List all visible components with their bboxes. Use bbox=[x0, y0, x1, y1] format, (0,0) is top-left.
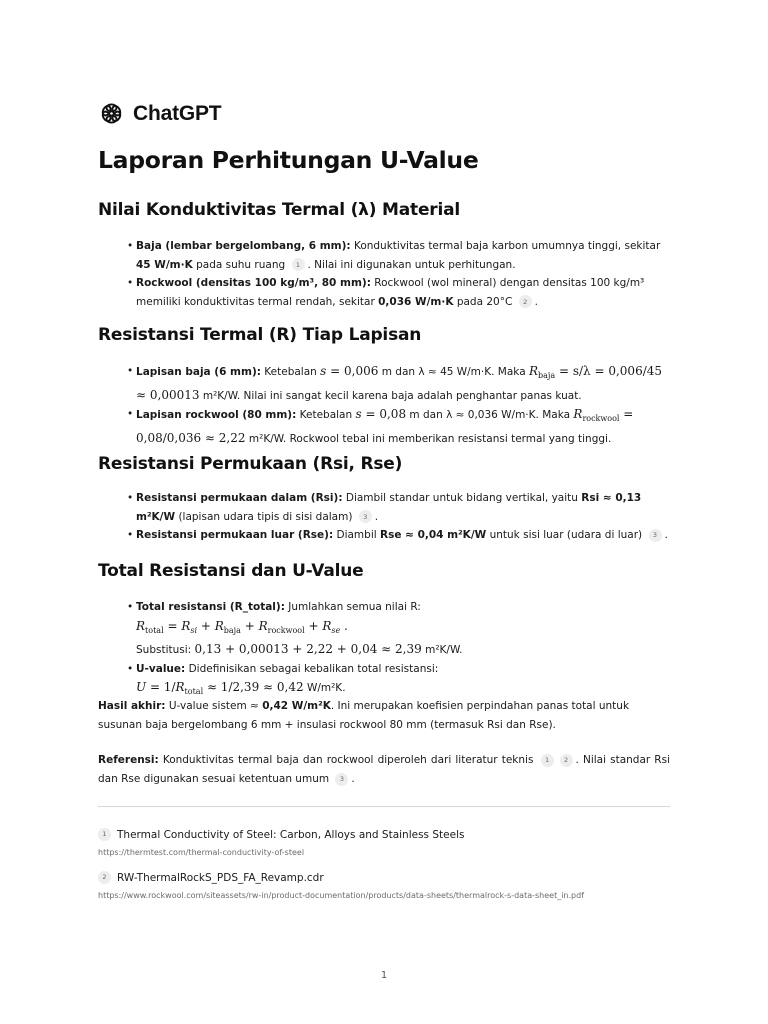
list-item bbox=[128, 489, 673, 526]
list-item bbox=[128, 526, 673, 545]
item-text: m dan λ ≈ 0,036 W/m·K. Maka bbox=[409, 409, 571, 421]
item-text: pada suhu ruang bbox=[196, 258, 286, 271]
item-text: Diambil standar untuk bidang vertikal, yaitu bbox=[345, 492, 578, 504]
math-expression: $R_{baja} = s/\lambda = 0,006/45 \approx 0,00013$ bbox=[136, 364, 663, 402]
item-value: 0,036 W/m·K bbox=[378, 295, 454, 308]
list-item bbox=[128, 598, 673, 660]
referensi-text: Konduktivitas termal baja dan rockwool diperoleh dari literatur teknis bbox=[162, 754, 534, 766]
divider bbox=[98, 806, 670, 807]
result-paragraph bbox=[98, 697, 670, 735]
item-label: Total resistansi (R_total): bbox=[136, 601, 285, 613]
brand-name: ChatGPT bbox=[133, 101, 222, 125]
item-text: pada 20°C bbox=[456, 295, 513, 308]
equation-total: $R_{total} = R_{si} + R_{baja} + R_{rockwool} + R_{se}$ . bbox=[136, 618, 348, 635]
citation-badge: 1 bbox=[98, 828, 111, 841]
item-text: m²K/W. Rockwool tebal ini memberikan resistansi termal yang tinggi. bbox=[248, 432, 612, 445]
equation-u-value: $U = 1/R_{total} \approx 1/2,39 \approx 0,42$ bbox=[136, 680, 304, 696]
openai-logo-icon bbox=[98, 100, 125, 127]
surface-list bbox=[128, 489, 673, 545]
reference-url[interactable]: https://www.rockwool.com/siteassets/rw-in/product-documentation/products/data-sheets/thermalrock-s-data-sheet_in.pdf bbox=[98, 891, 585, 900]
result-text: . Ini merupakan koefisien perpindahan panas total untuk susunan baja bergelombang 6 mm + insulasi rockwool 80 mm (termasuk Rsi dan Rse). bbox=[98, 700, 630, 731]
list-item bbox=[128, 237, 673, 274]
reference-item[interactable] bbox=[98, 828, 698, 857]
reference-item[interactable] bbox=[98, 871, 698, 900]
item-text: Didefinisikan sebagai kebalikan total resistansi: bbox=[188, 662, 439, 675]
equation-substitution: 0,13 + 0,00013 + 2,22 + 0,04 ≈ 2,39 bbox=[194, 642, 422, 656]
citation-badge[interactable]: 1 bbox=[541, 754, 554, 767]
list-item bbox=[128, 362, 673, 405]
item-label: U-value: bbox=[136, 662, 186, 675]
citation-badge: 2 bbox=[98, 871, 111, 884]
item-label: Lapisan baja (6 mm): bbox=[136, 366, 261, 378]
brand-header bbox=[98, 100, 221, 127]
item-text: Diambil bbox=[336, 529, 377, 541]
result-text: U-value sistem ≈ bbox=[168, 700, 259, 712]
item-text: (lapisan udara tipis di sisi dalam) bbox=[178, 510, 353, 523]
item-text: Jumlahkan semua nilai R: bbox=[288, 601, 421, 613]
item-label: Rockwool (densitas 100 kg/m³, 80 mm): bbox=[136, 277, 371, 289]
referensi-text: . bbox=[351, 773, 355, 785]
page-title: Laporan Perhitungan U-Value bbox=[98, 146, 479, 174]
reference-title[interactable]: Thermal Conductivity of Steel: Carbon, Alloys and Stainless Steels bbox=[117, 828, 465, 841]
item-text: m²K/W. bbox=[425, 644, 463, 656]
list-item bbox=[128, 660, 673, 702]
item-label: Resistansi permukaan luar (Rse): bbox=[136, 529, 334, 541]
citation-badge[interactable]: 3 bbox=[359, 510, 372, 523]
item-text: Substitusi: bbox=[136, 644, 192, 656]
page-number: 1 bbox=[380, 970, 388, 981]
item-text: . bbox=[534, 295, 538, 308]
citation-badge[interactable]: 1 bbox=[292, 258, 305, 271]
item-text: . Nilai ini digunakan untuk perhitungan. bbox=[307, 258, 516, 271]
referensi-paragraph bbox=[98, 751, 670, 789]
reference-url[interactable]: https://thermtest.com/thermal-conductivity-of-steel bbox=[98, 848, 305, 857]
math-expression: $R_{rockwool} = 0,08/0,036 \approx 2,22$ bbox=[136, 407, 634, 445]
item-text: Ketebalan bbox=[264, 366, 317, 378]
item-value: 45 W/m·K bbox=[136, 258, 193, 271]
conductivity-list bbox=[128, 237, 673, 311]
item-value: Rsi ≈ 0,13 m²K/W bbox=[136, 492, 642, 523]
math-expression: s = 0,006 bbox=[320, 364, 379, 378]
item-label: Resistansi permukaan dalam (Rsi): bbox=[136, 492, 343, 504]
referensi-label: Referensi: bbox=[98, 754, 159, 766]
heading-conductivity: Nilai Konduktivitas Termal (λ) Material bbox=[98, 200, 460, 220]
item-text: Ketebalan bbox=[299, 409, 353, 421]
item-value: Rse ≈ 0,04 m²K/W bbox=[380, 529, 487, 541]
citation-badge[interactable]: 3 bbox=[649, 529, 662, 542]
item-text: m²K/W. Nilai ini sangat kecil karena baja adalah penghantar panas kuat. bbox=[202, 389, 582, 402]
resistance-list bbox=[128, 362, 673, 448]
reference-title[interactable]: RW-ThermalRockS_PDS_FA_Revamp.cdr bbox=[117, 871, 324, 884]
result-label: Hasil akhir: bbox=[98, 700, 166, 712]
heading-total: Total Resistansi dan U-Value bbox=[98, 561, 364, 581]
math-expression: s = 0,08 bbox=[355, 407, 407, 421]
citation-badge[interactable]: 3 bbox=[335, 773, 348, 786]
heading-surface: Resistansi Permukaan (Rsi, Rse) bbox=[98, 454, 403, 474]
item-text: W/m²K. bbox=[306, 682, 346, 694]
result-value: 0,42 W/m²K bbox=[262, 700, 331, 712]
item-text: Rockwool (wol mineral) dengan densitas 100 kg/m³ memiliki konduktivitas termal rendah, sekitar bbox=[136, 277, 645, 308]
item-label: Baja (lembar bergelombang, 6 mm): bbox=[136, 240, 351, 252]
list-item bbox=[128, 405, 673, 448]
list-item bbox=[128, 274, 673, 311]
heading-resistance: Resistansi Termal (R) Tiap Lapisan bbox=[98, 325, 422, 345]
referensi-text: . Nilai standar Rsi dan Rse digunakan sesuai ketentuan umum bbox=[98, 754, 670, 785]
item-text: Konduktivitas termal baja karbon umumnya tinggi, sekitar bbox=[353, 240, 661, 252]
item-label: Lapisan rockwool (80 mm): bbox=[136, 409, 297, 421]
item-text: untuk sisi luar (udara di luar) bbox=[489, 529, 643, 541]
total-list bbox=[128, 598, 673, 702]
item-text: . bbox=[664, 529, 668, 541]
item-text: . bbox=[374, 510, 379, 523]
citation-badge[interactable]: 2 bbox=[519, 295, 532, 308]
citation-badge[interactable]: 2 bbox=[560, 754, 573, 767]
item-text: m dan λ ≈ 45 W/m·K. Maka bbox=[381, 366, 526, 378]
